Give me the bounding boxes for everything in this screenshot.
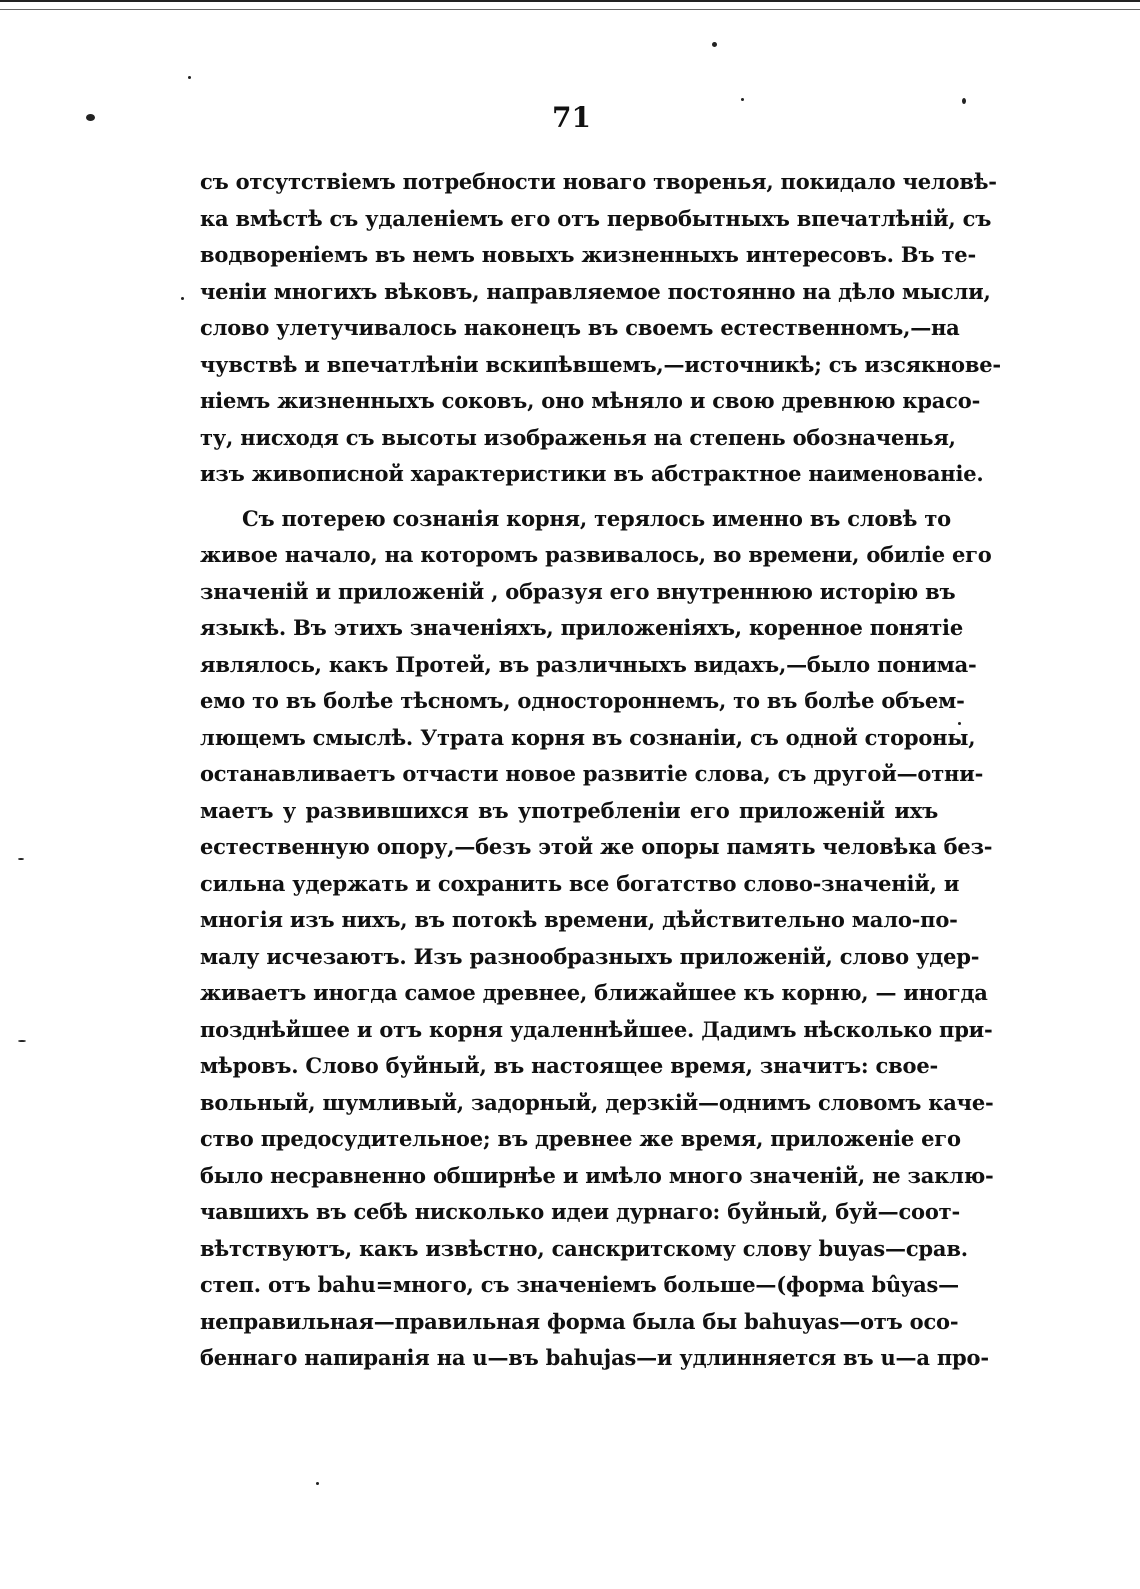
text-line: ство предосудительное; въ древнее же время, приложеніе его bbox=[200, 1126, 961, 1151]
text-line: естественную опору,—безъ этой же опоры память человѣка без- bbox=[200, 834, 993, 859]
scan-speck bbox=[741, 98, 744, 101]
scan-speck bbox=[712, 42, 717, 47]
text-line: емо то въ болѣе тѣсномъ, одностороннемъ, то въ болѣе объем- bbox=[200, 688, 965, 713]
text-line: неправильная—правильная форма была бы bahuyas—отъ осо- bbox=[200, 1308, 959, 1334]
top-edge-rule bbox=[0, 0, 1140, 10]
text-line: было несравненно обширнѣе и имѣло много значеній, не заклю- bbox=[200, 1162, 994, 1188]
scan-speck bbox=[958, 722, 961, 725]
text-line: многія изъ нихъ, въ потокѣ времени, дѣйствительно мало-по- bbox=[200, 907, 958, 932]
text-line: позднѣйшее и отъ корня удаленнѣйшее. Дадимъ нѣсколько при- bbox=[200, 1016, 993, 1042]
text-line: водвореніемъ въ немъ новыхъ жизненныхъ интересовъ. Въ те- bbox=[200, 242, 976, 267]
text-line: степ. отъ bahu=много, съ значеніемъ больше—(форма bûyas— bbox=[200, 1272, 959, 1297]
text-line: останавливаетъ отчасти новое развитіе слова, съ другой—отни- bbox=[200, 761, 984, 786]
text-line: чувствѣ и впечатлѣніи вскипѣвшемъ,—источникѣ; съ изсякнове- bbox=[200, 351, 1001, 377]
text-line: мѣровъ. Слово буйный, въ настоящее время, значитъ: свое- bbox=[200, 1053, 938, 1078]
scan-speck bbox=[86, 114, 95, 121]
text-line: ка вмѣстѣ съ удаленіемъ его отъ первобытныхъ впечатлѣній, съ bbox=[200, 205, 992, 231]
text-line: слово улетучивалось наконецъ въ своемъ естественномъ,—на bbox=[200, 315, 960, 340]
text-line: маетъ у развившихся въ употребленіи его приложеній ихъ bbox=[200, 797, 938, 823]
scan-speck bbox=[188, 76, 191, 79]
text-line: Съ потерею сознанія корня, терялось именно въ словѣ то bbox=[242, 505, 951, 531]
paragraph-gap bbox=[200, 493, 938, 501]
body-text bbox=[200, 164, 1001, 1377]
scan-speck bbox=[18, 858, 24, 860]
text-line: малу исчезаютъ. Изъ разнообразныхъ приложеній, слово удер- bbox=[200, 943, 980, 969]
text-line: чавшихъ въ себѣ нисколько идеи дурнаго: буйный, буй—соот- bbox=[200, 1199, 961, 1224]
text-line: изъ живописной характеристики въ абстрактное наименованіе. bbox=[200, 461, 984, 486]
text-line: ту, нисходя съ высоты изображенья на степень обозначенья, bbox=[200, 424, 956, 450]
text-line: живое начало, на которомъ развивалось, во времени, обиліе его bbox=[200, 542, 992, 567]
text-line: вольный, шумливый, задорный, дерзкій—однимъ словомъ каче- bbox=[200, 1089, 994, 1115]
paragraph bbox=[200, 501, 994, 1377]
text-line: вѣтствуютъ, какъ извѣстно, санскритскому слову buyas—срав. bbox=[200, 1235, 968, 1261]
text-line: ніемъ жизненныхъ соковъ, оно мѣняло и свою древнюю красо- bbox=[200, 388, 981, 413]
text-line: беннаго напиранія на u—въ bahujas—и удлинняется въ u—a про- bbox=[200, 1345, 989, 1370]
page-number: 71 bbox=[552, 101, 591, 134]
scan-speck bbox=[316, 1482, 319, 1485]
text-line: значеній и приложеній , образуя его внутреннюю исторію въ bbox=[200, 578, 956, 604]
text-line: живаетъ иногда самое древнее, ближайшее къ корню, — иногда bbox=[200, 980, 988, 1005]
text-line: лющемъ смыслѣ. Утрата корня въ сознаніи, съ одной стороны, bbox=[200, 724, 976, 750]
text-line: съ отсутствіемъ потребности новаго творенья, покидало человѣ- bbox=[200, 169, 997, 194]
text-line: ченіи многихъ вѣковъ, направляемое постоянно на дѣло мысли, bbox=[200, 278, 991, 304]
text-line: языкѣ. Въ этихъ значеніяхъ, приложеніяхъ, коренное понятіе bbox=[200, 615, 964, 640]
text-line: сильна удержать и сохранить все богатство слово-значеній, и bbox=[200, 870, 960, 896]
scan-speck bbox=[181, 297, 184, 300]
paragraph bbox=[200, 164, 1001, 493]
scan-speck bbox=[18, 1040, 26, 1042]
text-line: являлось, какъ Протей, въ различныхъ видахъ,—было понима- bbox=[200, 651, 977, 677]
scan-speck bbox=[962, 98, 966, 104]
